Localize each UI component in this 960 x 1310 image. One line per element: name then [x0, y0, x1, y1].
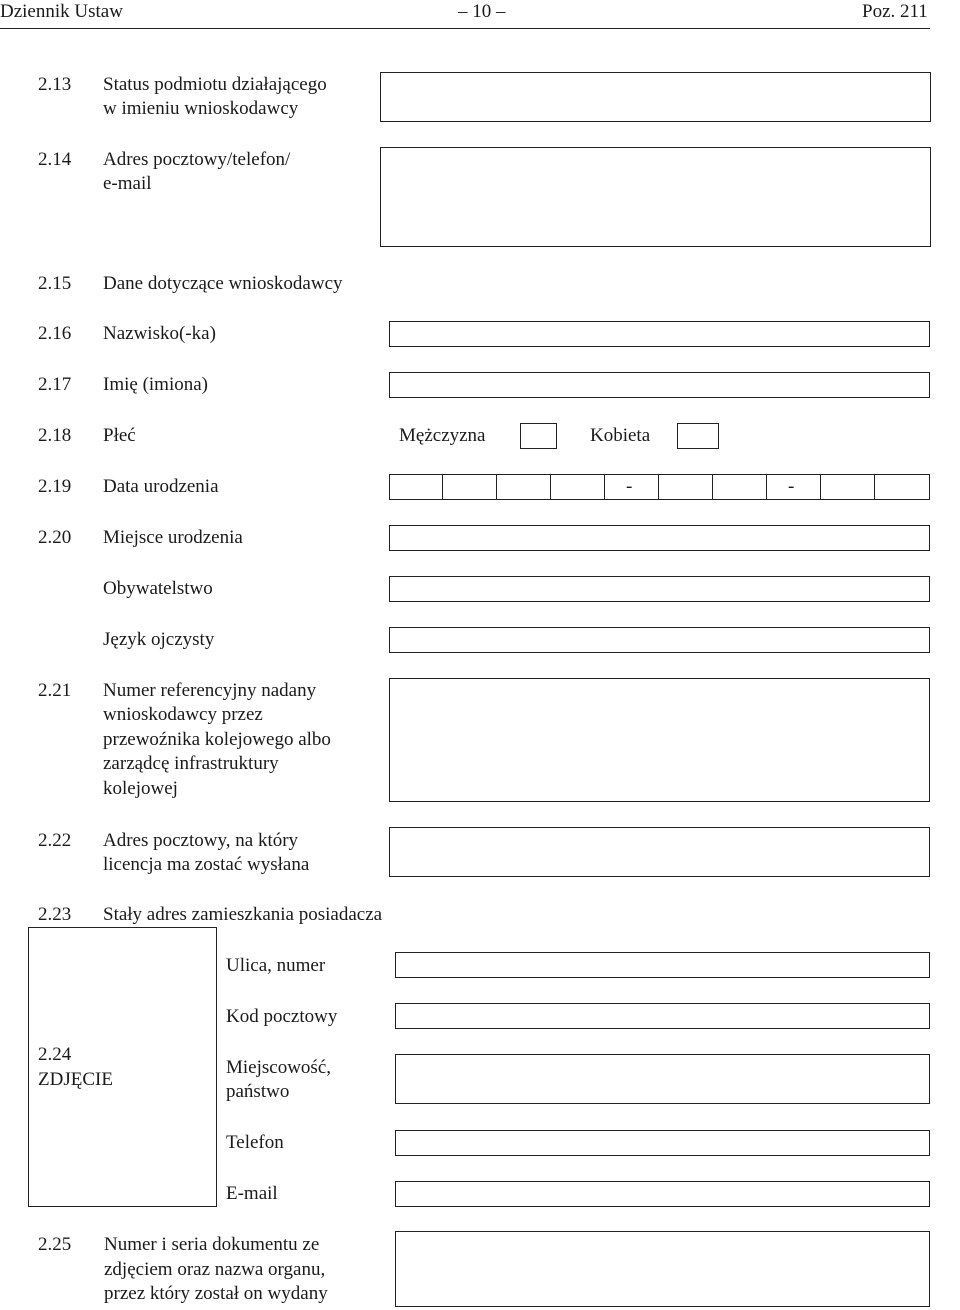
- field-label: Kod pocztowy: [226, 1006, 338, 1027]
- field-number: 2.25: [38, 1234, 72, 1255]
- field-label: wnioskodawcy przez: [103, 704, 263, 725]
- field-label: Numer i seria dokumentu ze: [104, 1234, 320, 1255]
- field-number: 2.14: [38, 149, 72, 170]
- field-number: 2.23: [38, 904, 72, 925]
- field-label: przewoźnika kolejowego albo: [103, 729, 331, 750]
- field-label: w imieniu wnioskodawcy: [103, 98, 299, 119]
- date-cell-divider: [658, 475, 659, 499]
- field-label: Telefon: [226, 1132, 284, 1153]
- field-label: Obywatelstwo: [103, 578, 213, 599]
- date-separator: -: [626, 476, 633, 497]
- citizenship-field[interactable]: [389, 576, 930, 602]
- position-number: Poz. 211: [862, 1, 928, 22]
- field-number: 2.16: [38, 323, 72, 344]
- date-separator: -: [788, 476, 795, 497]
- field-label: państwo: [226, 1081, 290, 1102]
- date-cell-divider: [820, 475, 821, 499]
- date-cell-divider: [496, 475, 497, 499]
- phone-field[interactable]: [395, 1130, 930, 1156]
- field-number: 2.20: [38, 527, 72, 548]
- field-number: 2.13: [38, 74, 72, 95]
- street-field[interactable]: [395, 952, 930, 978]
- field-label: kolejowej: [103, 778, 178, 799]
- reference-number-field[interactable]: [389, 678, 930, 802]
- birthplace-field[interactable]: [389, 525, 930, 551]
- field-label: Miejscowość,: [226, 1057, 332, 1078]
- field-label: zdjęciem oraz nazwa organu,: [104, 1259, 326, 1280]
- acting-entity-status-field[interactable]: [380, 72, 931, 122]
- city-country-field[interactable]: [395, 1054, 930, 1104]
- license-mailing-address-field[interactable]: [389, 827, 930, 877]
- field-number: 2.17: [38, 374, 72, 395]
- field-number: 2.15: [38, 273, 72, 294]
- photo-label: ZDJĘCIE: [38, 1069, 113, 1090]
- section-label: Stały adres zamieszkania posiadacza: [103, 904, 383, 925]
- field-label: e-mail: [103, 173, 152, 194]
- male-label: Mężczyzna: [399, 425, 486, 446]
- date-cell-divider: [766, 475, 767, 499]
- date-cell-divider: [604, 475, 605, 499]
- field-label: Płeć: [103, 425, 136, 446]
- contact-address-field[interactable]: [380, 147, 931, 247]
- field-label: Numer referencyjny nadany: [103, 680, 317, 701]
- field-label: Ulica, numer: [226, 955, 326, 976]
- field-label: Status podmiotu działającego: [103, 74, 327, 95]
- date-cell-divider: [442, 475, 443, 499]
- field-number: 2.22: [38, 830, 72, 851]
- native-language-field[interactable]: [389, 627, 930, 653]
- date-cell-divider: [550, 475, 551, 499]
- field-label: E-mail: [226, 1183, 278, 1204]
- birth-date-field[interactable]: [389, 474, 930, 500]
- male-checkbox[interactable]: [520, 423, 557, 449]
- female-checkbox[interactable]: [677, 423, 719, 449]
- field-label: Data urodzenia: [103, 476, 219, 497]
- field-label: licencja ma zostać wysłana: [103, 854, 310, 875]
- field-label: Imię (imiona): [103, 374, 208, 395]
- section-label: Dane dotyczące wnioskodawcy: [103, 273, 343, 294]
- surname-field[interactable]: [389, 321, 930, 347]
- female-label: Kobieta: [590, 425, 651, 446]
- field-label: Adres pocztowy/telefon/: [103, 149, 291, 170]
- page-number: – 10 –: [458, 1, 506, 22]
- header-rule: [0, 28, 930, 29]
- date-cell-divider: [712, 475, 713, 499]
- first-name-field[interactable]: [389, 372, 930, 398]
- field-number: 2.24: [38, 1044, 72, 1065]
- field-label: przez który został on wydany: [104, 1283, 328, 1304]
- field-number: 2.21: [38, 680, 72, 701]
- photo-box[interactable]: [28, 927, 217, 1207]
- id-document-field[interactable]: [395, 1231, 930, 1307]
- field-label: Język ojczysty: [103, 629, 215, 650]
- date-cell-divider: [874, 475, 875, 499]
- field-label: Nazwisko(-ka): [103, 323, 216, 344]
- email-field[interactable]: [395, 1181, 930, 1207]
- field-label: Miejsce urodzenia: [103, 527, 243, 548]
- field-number: 2.19: [38, 476, 72, 497]
- journal-title: Dziennik Ustaw: [0, 1, 123, 22]
- postal-code-field[interactable]: [395, 1003, 930, 1029]
- field-label: Adres pocztowy, na który: [103, 830, 299, 851]
- field-number: 2.18: [38, 425, 72, 446]
- field-label: zarządcę infrastruktury: [103, 753, 279, 774]
